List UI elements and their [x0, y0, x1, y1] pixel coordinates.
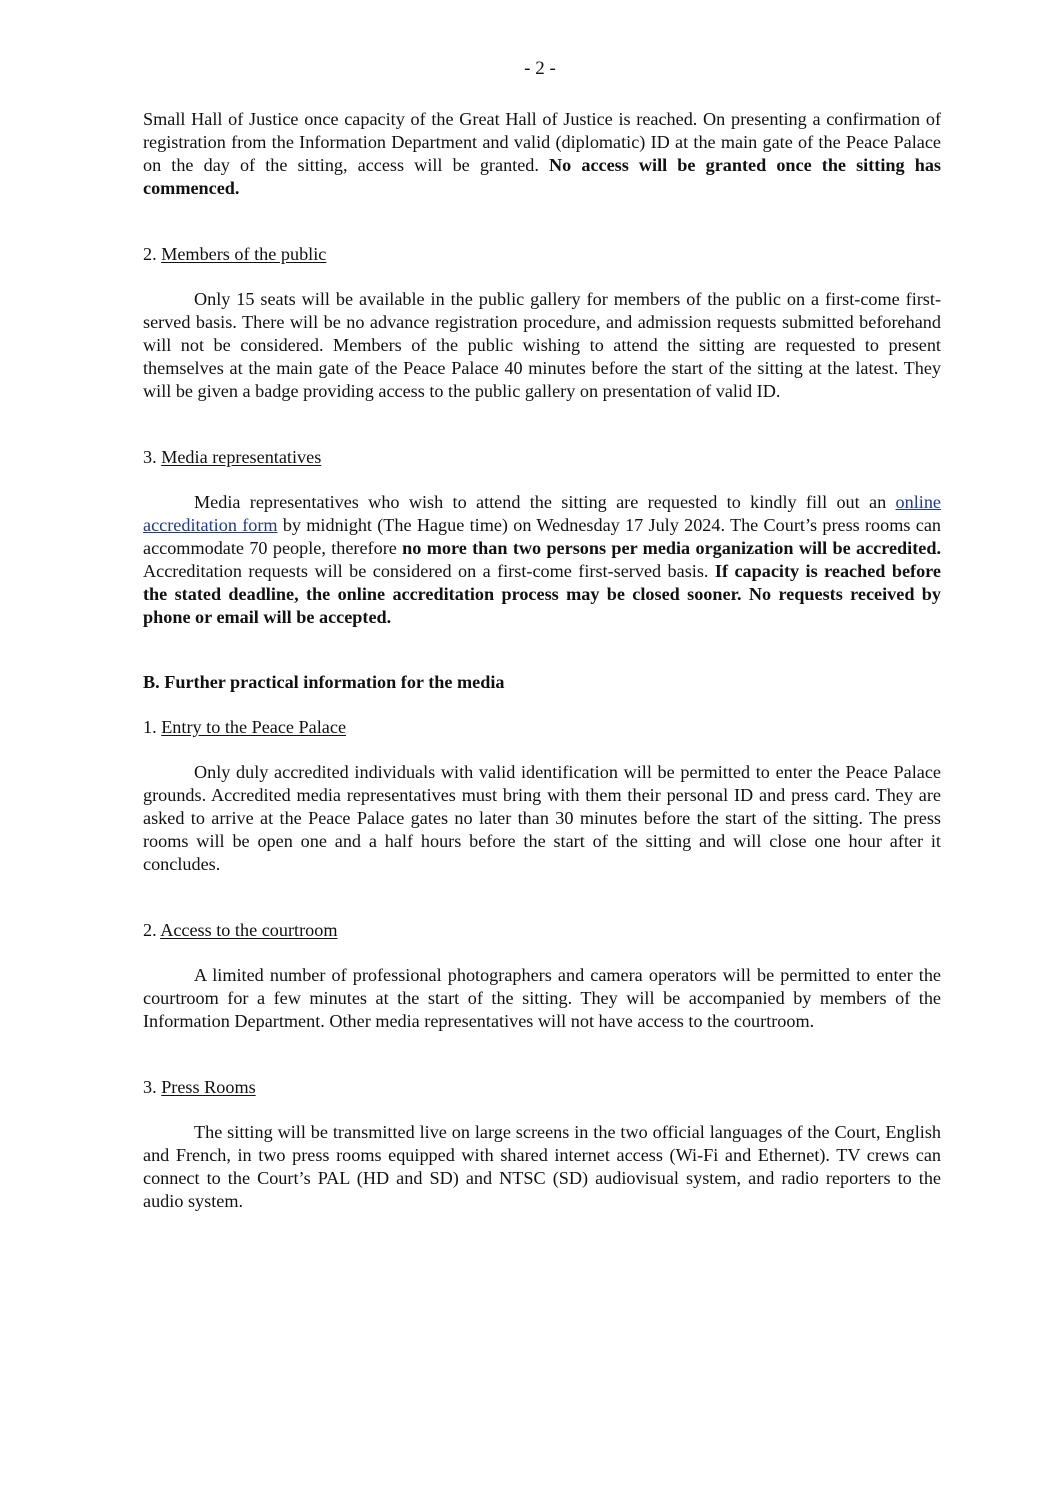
section-number: 2. — [143, 244, 162, 264]
online-accreditation-form-link[interactable]: online accreditation form — [143, 492, 941, 535]
section-number: 3. — [143, 447, 162, 467]
section-heading-members-of-public — [143, 243, 941, 266]
section-heading-entry — [143, 716, 941, 739]
media-text-3: Accreditation requests will be considered on a first-come first-served basis. — [143, 561, 715, 581]
media-representatives-paragraph — [143, 491, 941, 629]
intro-paragraph — [143, 108, 941, 200]
members-of-public-paragraph: Only 15 seats will be available in the public gallery for members of the public on a first-come first-served basis. There will be no advance registration procedure, and admission requests submitted beforehand will not be considered. Members of the public wishing to attend the sitting are requested to present themselves at the main gate of the Peace Palace 40 minutes before the start of the sitting at the latest. They will be given a badge providing access to the public gallery on presentation of valid ID. — [143, 289, 941, 401]
media-bold-limit: no more than two persons per media organization will be accredited. — [402, 538, 941, 558]
intro-text: Small Hall of Justice once capacity of the Great Hall of Justice is reached. On presenting a confirmation of registration from the Information Department and valid (diplomatic) ID at the main gate of the Peace Palace on the day of the sitting, access will be granted. — [143, 109, 941, 175]
section-heading-media-representatives — [143, 446, 941, 469]
document-body — [143, 108, 941, 1213]
section-heading-courtroom-access — [143, 919, 941, 942]
media-text-2: by midnight (The Hague time) on Wednesday 17 July 2024. The Court’s press rooms can accommodate 70 people, therefore — [143, 515, 941, 558]
section-number: 1. — [143, 717, 162, 737]
section-heading-further-info: B. Further practical information for the media — [143, 672, 505, 692]
section-title: Entry to the Peace Palace — [161, 717, 347, 737]
courtroom-access-paragraph: A limited number of professional photographers and camera operators will be permitted to enter the courtroom for a few minutes at the start of the sitting. They will be accompanied by members of the Information Department. Other media representatives will not have access to the courtroom. — [143, 965, 941, 1031]
media-text-1: Media representatives who wish to attend the sitting are requested to kindly fill out an — [194, 492, 896, 512]
intro-bold-notice: No access will be granted once the sitting has commenced. — [143, 155, 941, 198]
page-number: - 2 - — [524, 58, 556, 79]
section-title: Access to the courtroom — [160, 920, 338, 940]
entry-paragraph: Only duly accredited individuals with valid identification will be permitted to enter the Peace Palace grounds. Accredited media representatives must bring with them their personal ID and press card. They are asked to arrive at the Peace Palace gates no later than 30 minutes before the start of the sitting. The press rooms will be open one and a half hours before the start of the sitting and will close one hour after it concludes. — [143, 762, 941, 874]
media-bold-deadline: If capacity is reached before the stated deadline, the online accreditation process may be closed sooner. No requests received by phone or email will be accepted. — [143, 561, 941, 627]
section-title: Members of the public — [161, 244, 327, 264]
section-heading-press-rooms — [143, 1076, 941, 1099]
section-title: Press Rooms — [161, 1077, 256, 1097]
section-number: 2. — [143, 920, 161, 940]
press-rooms-paragraph: The sitting will be transmitted live on large screens in the two official languages of the Court, English and French, in two press rooms equipped with shared internet access (Wi-Fi and Ethernet). TV crews can connect to the Court’s PAL (HD and SD) and NTSC (SD) audiovisual system, and radio reporters to the audio system. — [143, 1122, 941, 1211]
section-number: 3. — [143, 1077, 162, 1097]
section-title: Media representatives — [161, 447, 322, 467]
